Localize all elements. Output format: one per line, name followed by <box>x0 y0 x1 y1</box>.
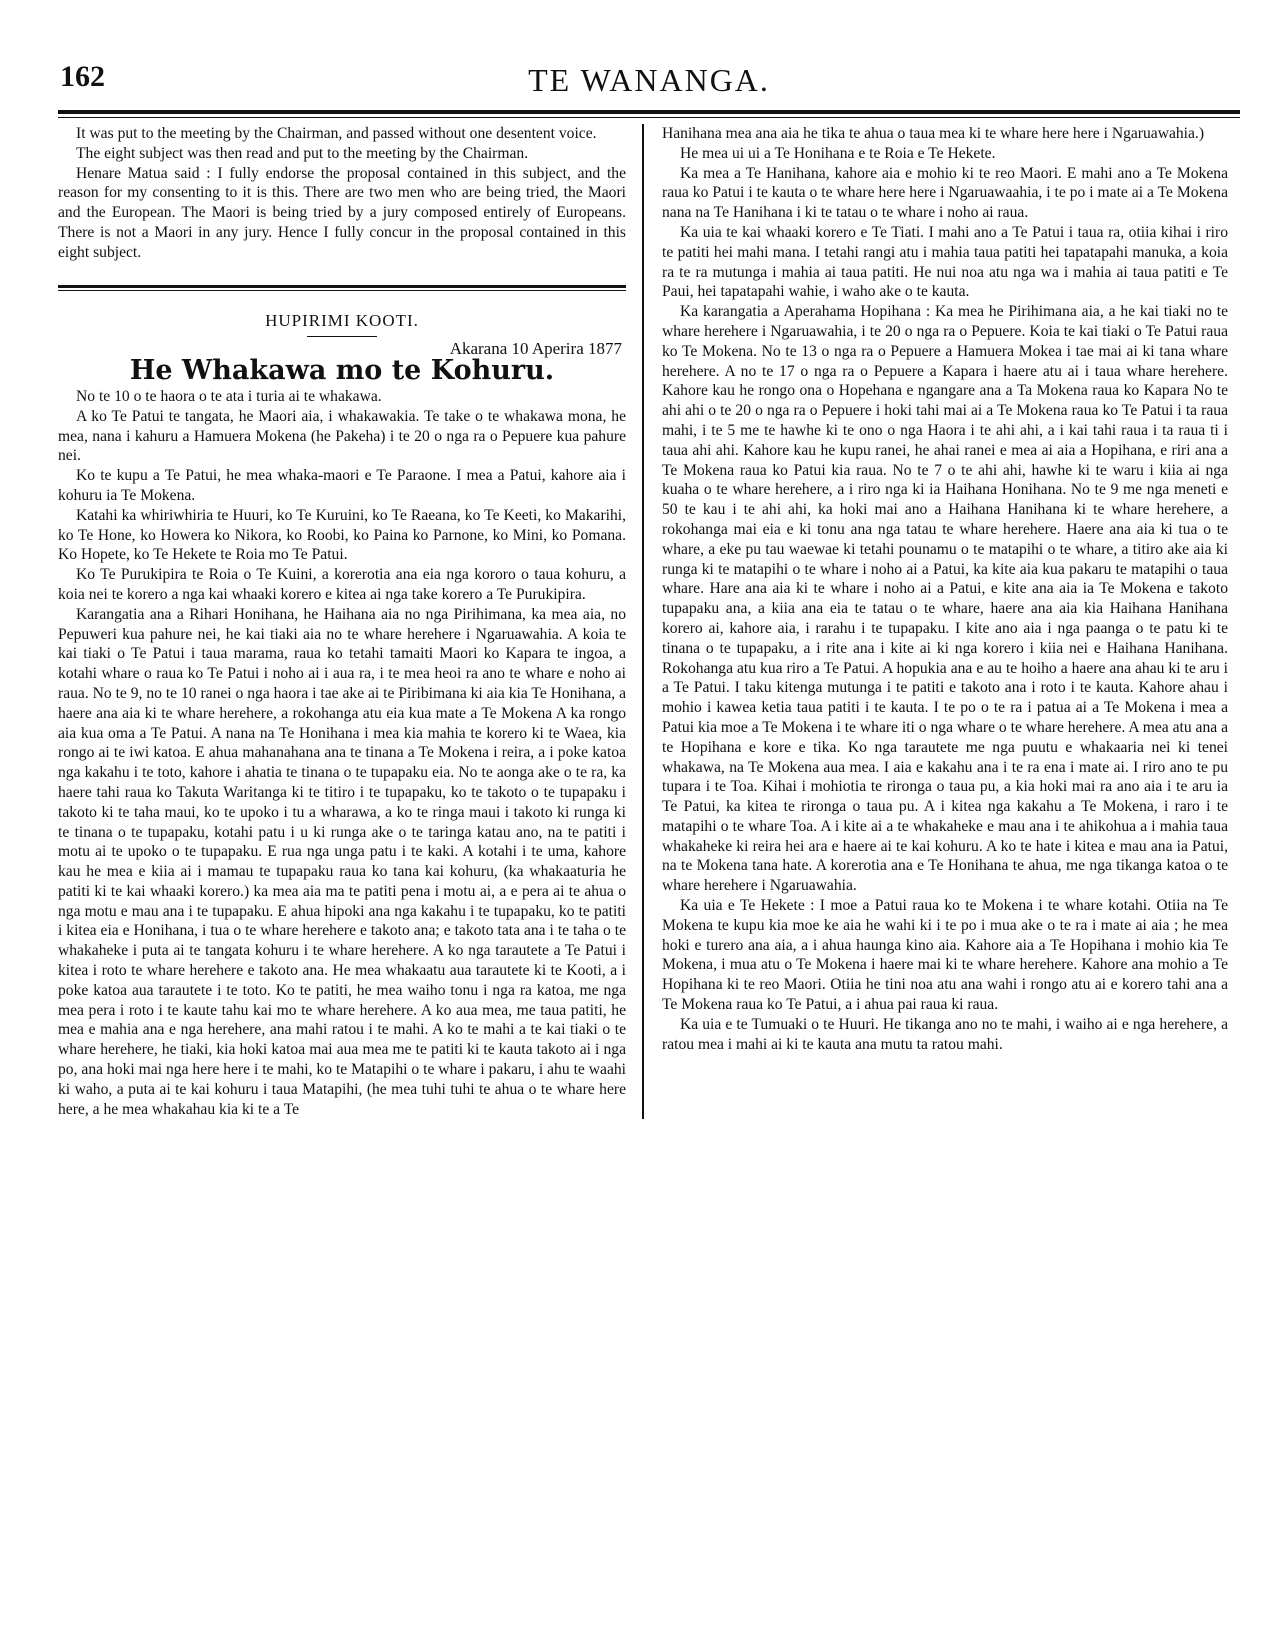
section-divider <box>58 285 626 291</box>
paragraph: Karangatia ana a Rihari Honihana, he Haihana aia no nga Pirihimana, ka mea aia, no Pepuweri kua pahure nei, he kai tiaki aia no te whare herehere i Ngaruawahia. A koia te kai tiaki o Te Patui i taua marama, raua ko tetahi tamaiti Maori ko Kapara te ingoa, a kotahi whare o raua ko Te Patui i noho ai i aua ra, i te mea heoi ra ano te whare e noho ai raua. No te 9, no te 10 ranei o nga haora i tae ake ai te Piribimana ki aia kia Te Honihana, a haere ana aia ki te whare herehere, a rokohanga atu eia kua mate a Te Mokena A ka rongo aia kua oma a Te Patui. A nana na Te Honihana i mea kia mahia te korero ki te Waea, kia rongo ai te iwi katoa. E ahua mahanahana ana te tinana a Te Mokena i reira, a i poke katoa nga kakahu i te toto, kahore i ahatia te tinana o te tupapaku eia. No te aonga ake o te ra, ka haere tahi raua ko Takuta Waritanga ki te titiro i te tupapaku, ko te takoto o te tupapaku i takoto ki te taha maui, ko te upoko i tu a wharawa, a ko te ringa maui i takoto ki runga ki te tinana o te tupapaku, kotahi patu i u ki runga ake o te taringa katau ano, na te patiti i motu ai te upoko o te tupapaku. E rua nga unga patu i te kaki. A kotahi i te uma, kahore kau he mea e kiia ai i mamau te tupapaku raua ko tana kai kohuru, (ka whakaaturia he patiti ki te kai whaaki korero.) ka mea aia ma te patiti pena i motu ai, a e pera ai te ahua o nga motu e mau ana i te tupapaku. E ahua hipoki ana nga kakahu i te tupapaku, ko te patiti i kitea eia e Honihana, i tua o te whare herehere e takoto ana; e takoto tata ana i te taha o te whakaheke i puta ai te tangata kohuru i te whare herehere. A ko nga tarautete a Te Patui i kitea i roto te whare herehere e takoto ana. He mea whakaatu aua tarautete ki te Kooti, a i poke katoa aua tarautete i te toto. Ko te patiti, he mea waiho tonu i nga ra katoa, me nga mea pera i roto i te kaute tahu kai mo te whare herehere. A ko aua mea, me taua patiti, he mea e mahia ana e nga herehere, ana mahi ratou i te mahi. A ko te mahi a te kai tiaki o te whare herehere, he tiaki, kia hoki katoa mai aua mea me te patiti ki te kauta takoto ai i nga po, ana hoki mai nga here here i te mahi, ko te Matapihi o te whare i pakaru, i ahu te waahi ki waho, a puta ai te kai kohuru i taua Matapihi, (he mea tuhi tuhi te ahua o te whare here here, a he mea whakahau kia ki te a Te <box>58 605 627 1118</box>
paragraph: Ka mea a Te Hanihana, kahore aia e mohio ki te reo Maori. E mahi ano a Te Mokena raua ko Patui i te kauta o te whare here here i Ngaruawaahia, i te po i mate ai a Te Mokena nana na Te Hanihana i ki te tatau o te whare i noho ai raua. <box>662 164 1228 222</box>
paragraph: No te 10 o te haora o te ata i turia ai te whakawa. <box>76 387 382 405</box>
right-column <box>646 124 1228 1119</box>
short-rule <box>307 336 377 337</box>
paragraph: Ko te kupu a Te Patui, he mea whaka-maori e Te Paraone. I mea a Patui, kahore aia i kohuru ia Te Mokena. <box>58 467 626 504</box>
masthead-title: TE WANANGA. <box>528 62 770 98</box>
paragraph: Katahi ka whiriwhiria te Huuri, ko Te Kuruini, ko Te Raeana, ko Te Keeti, ko Makarihi, ko Te Hone, ko Howera ko Nikora, ko Roobi, ko Paina ko Parnone, ko Mini, ko Pomana. Ko Hopete, ko Te Hekete te Roia mo Te Patui. <box>58 506 626 564</box>
paragraph: A ko Te Patui te tangata, he Maori aia, i whakawakia. Te take o te whakawa mona, he mea, nana i kahuru a Hamuera Mokena (he Pakeha) i te 20 o nga ra o Pepuere kua pahure nei. <box>58 407 626 465</box>
paragraph: Ka uia e te Tumuaki o te Huuri. He tikanga ano no te mahi, i waiho ai e nga herehere, a ratou mea i mahi ai ki te kauta ana mutu ta ratou mahi. <box>662 1015 1228 1053</box>
page-number: 162 <box>60 60 105 93</box>
article-title: He Whakawa mo te Kohuru. <box>129 355 555 387</box>
header-rule-thin <box>58 117 1240 118</box>
paragraph: Hanihana mea ana aia he tika te ahua o taua mea ki te whare here here i Ngaruawahia.) <box>662 125 1205 142</box>
paragraph: The eight subject was then read and put to the meeting by the Chairman. <box>76 144 529 162</box>
paragraph: Henare Matua said : I fully endorse the proposal contained in this subject, and the reason for my consenting to it is this. There are two men who are being tried, the Maori and the European. The Maori is being tried by a jury composed entirely of Europeans. There is not a Maori in any jury. Hence I fully concur in the proposal contained in this eight subject. <box>58 164 626 261</box>
left-column <box>58 124 640 1119</box>
section-heading: HUPIRIMI KOOTI. <box>265 310 419 330</box>
columns <box>58 124 1240 1119</box>
paragraph: Ko Te Purukipira te Roia o Te Kuini, a korerotia ana eia nga kororo o taua kohuru, a koia nei te korero a nga kai whaaki korero e kitea ai nga take korero a Te Purukipira. <box>58 566 626 603</box>
paragraph: Ka karangatia a Aperahama Hopihana : Ka mea he Pirihimana aia, a he kai tiaki no te whare herehere i Ngaruawahia, i te 20 o nga ra o Pepuere. Koia te kai tiaki o Te Patui raua ko Te Mokena. No te 13 o nga ra o Pepuere a Hamuera Mokea i tae mai ai ki tana whare herehere. A no te 17 o nga ra o Pepuere a Kapara i haere atu ai i taua whare herehere. Kahore kau he rongo ona o Hopehana e ngangare ana a Ta Mokena raua ko Kapara No te ahi ahi o te 20 o nga ra o Pepuere i hoki tahi mai ai a Te Mokena raua ko Te Patui i ta raua mahi, i te 5 me te hawhe ki te ono o nga Haora i te ahi ahi, a i kai tahi raua i ta raua ti i taua ahi ahi. Kahore kau he kupu ranei, he ahai ranei e mea ai aia a Hopihana, e riri ana a Te Mokena raua ko Patui kia raua. No te 7 o te ahi ahi, hawhe ki te waru i kiia ai nga kuaha o te whare herehere, a i riro nga ki ia Haihana Honihana. No te 9 me nga meneti e 50 te kau i te ahi ahi, ka hoki mai ano a Haihana Hanihana ki te whare herehere, a rokohanga mai eia e ki tonu ana nga tatau te whare herehere. Haere ana aia ki tua o te whare, a eke pu tau waewae ki tetahi pounamu o te matapihi o te whare, a titiro ake aia ki runga ki te matapihi o te whare i noho ai a Patui, ka kite aia kua pakaru te matapihi o taua whare. Hare ana aia ki te whare i noho ai a Patui, e kite ana aia ia Te Mokena e takoto tupapaku ana, a kiia ana eia te tatau o te whare, haere ana aia kia Haihana Hanihana korero ai, kahore aia, i rarahu i te tupapaku. I kite ano aia i nga paanga o te patu ki te tinana o te tupapaku, a i rite ana i kite ai ki nga korero i kiia nei e Haihana Hanihana. Rokohanga atu kua riro a Te Patui. A hopukia ana e au te hoiho a haere ana ahau ki te aru i a Te Patui. I taku kitenga mutunga i te patiti e takoto ana i roto i te kauta. Kahore ahau i mohio i kawea ketia taua patiti i te kauta. I te po o te ra i patua ai a Te Mokena i mea a Patui kia moe a Te Mokena i te whare iti o nga whare o te whare herehere. A mea atu ana a te Hopihana e kore e tika. Ko nga tarautete me nga puutu e whakaaria nei ki tenei whakawa, na Te Mokena aua mea. I aia e kakahu ana i te ra ena i mate ai. I riro ano te pu tupara i te Toa. Kihai i mohiotia te rironga o taua pu, a kia hoki mai ra ano aia i te aru ia Te Patui, ka kitea te rironga o taua pu. A i kitea nga kakahu a Te Mokena, i raro i te matapihi o te whare Toa. A i kite ai a te whakaheke e mau ana i te ahikohua a i mahia taua whakaheke ki reira hei ara e haere ai te kai kohuru. A ko te hate i kitea e mau ana ia Patui, na te Mokena tana hate. A korerotia ana e Te Honihana te ahua, me nga tikanga katoa o te whare herehere i Ngaruawahia. <box>662 303 1228 895</box>
paragraph: He mea ui ui a Te Honihana e te Roia e Te Hekete. <box>680 144 996 162</box>
masthead <box>58 60 1240 104</box>
paragraph: It was put to the meeting by the Chairman, and passed without one desentent voice. <box>76 125 597 142</box>
dateline: Akarana 10 Aperira 1877 <box>449 339 622 359</box>
paragraph: Ka uia te kai whaaki korero e Te Tiati. I mahi ano a Te Patui i taua ra, otiia kihai i riro te patiti hei mahi mana. I tetahi rangi atu i mahia taua patiti hei tapatapahi manuka, a koia ra te ra mutunga i mahia ai taua patiti. He nui noa atu nga wa i mahia ai taua patiti e Te Paui, hei tapatapahi wahie, i waho ake o te kauta. <box>662 223 1228 301</box>
paragraph: Ka uia e Te Hekete : I moe a Patui raua ko te Mokena i te whare kotahi. Otiia na Te Mokena te kupu kia moe ke aia he wahi ki i te po i mua ake o te ra i mate ai aia ; he mea hoki e turero ana aia, a i ahua haunga kino aia. Kahore aia a Te Hopihana i mohio kia Te Mokena, i mua atu o Te Mokena i haere mai ki te whare herehere. Kahore ana mohio a Te Hopihana ki te reo Maori. Otiia he tini noa atu ana wahi i rongo atu ai e korero tahi ana a Te Mokena raua ko Te Patui, a i ahua pai raua ki raua. <box>662 897 1228 1014</box>
column-divider <box>642 124 644 1119</box>
header-rule <box>58 110 1240 114</box>
